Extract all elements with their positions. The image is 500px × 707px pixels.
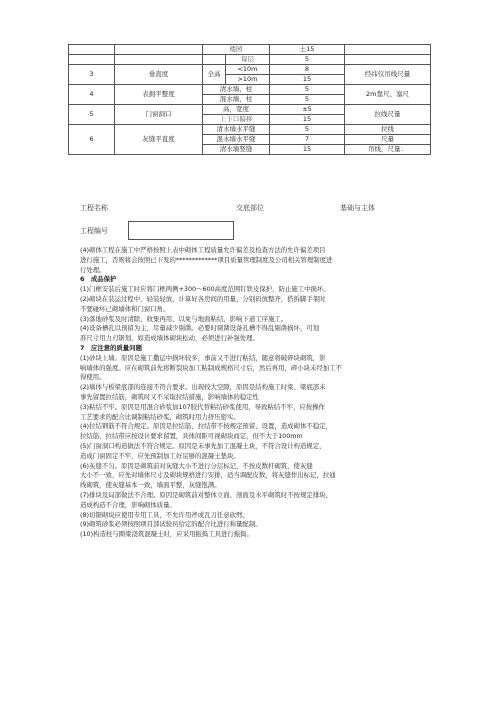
text-line: 线砌筑，使灰缝基本一致，墙面平整，灰缝饱满。 — [80, 481, 221, 490]
text-line: (6)灰缝不匀。原因是砌筑前对灰缝大小不进行分层标记，不按皮数杆砌筑，使灰缝 — [80, 461, 313, 470]
quality-spec-table — [68, 44, 431, 155]
text-line: (2)墙体与板梁底部的连接不符合要求。出现较大空隙，原因是结构施工时梁、梁底部未 — [80, 383, 326, 392]
table-cell: >10m — [226, 75, 270, 85]
handover-value: 基础与主体 — [340, 204, 375, 212]
text-line: (4)拉结钢筋不符合规定。原因是拉结筋、拉结带不按规定预留、设置，造成砌体不稳定， — [80, 422, 332, 431]
text-line: (1)门框安装后施工时应将门框两侧+300～600高度范围钉铁皮保护，防止施工中损坏。 — [80, 285, 330, 294]
project-code-row — [80, 221, 234, 240]
table-cell: 楼园 — [203, 45, 270, 55]
table-cell: 3 — [69, 65, 115, 85]
table-cell: 15 — [270, 145, 345, 155]
text-line: (8)切锯砌块应使用专用工具，不允许用斧或瓦刀任意砍劈。 — [80, 510, 249, 519]
table-cell: 4 — [69, 85, 115, 105]
text-line: 进行施工，否则将会按照已下发的*************项目质量管理制度及公司相关管理制度进 — [80, 255, 333, 264]
table-cell: 2m靠尺、塞尺 — [345, 85, 431, 105]
text-line: 响墙体的强度。应在砌筑前先将断裂块加工粘制成规格尺寸后，然后再用，碎小块未经加工不 — [80, 363, 343, 372]
table-cell: 全高 — [203, 65, 226, 85]
table-cell: 6 — [69, 125, 115, 155]
text-line: 造成构造不合理，影响砌体质量。 — [80, 500, 176, 509]
project-name-label: 工程名称 — [80, 204, 108, 212]
table-cell: 土15 — [270, 45, 345, 55]
table-row — [69, 125, 431, 135]
table-cell: 高，宽度 — [203, 105, 270, 115]
text-line: 工艺要求的配合比调制粘结砂浆，砌筑时用力挤压密实。 — [80, 412, 240, 421]
table-cell: 垂直度 — [115, 65, 203, 85]
table-cell: 表拥平整度 — [115, 85, 203, 105]
text-line: 事先留置拉结筋，砌筑时又不采取拉结措施，影响墙体的稳定性 — [80, 392, 259, 401]
text-line: (3)粘结不牢。原因是用混合砂浆加107胶代替粘结砂浆使用，导致粘结不牢，应按操作 — [80, 402, 325, 411]
table-cell: 混水墙，柱 — [203, 95, 270, 105]
text-line: 大小不一致，应先对墙体尺寸及砌块规格进行安排，适当调配皮数，将灰缝作出标记，拉通 — [80, 471, 336, 480]
table-cell: 清水墙水平缝 — [203, 125, 270, 135]
handover-label: 交底部位 — [236, 204, 264, 212]
text-line: (3)落地砂浆及时清除，收集再用，以免与地面粘结，影响下道工序施工。 — [80, 314, 288, 323]
text-line: (7)排块及局部做法不合理。原因是砌筑前对整体立面、剖面及水平砌筑时不按规定排块、 — [80, 490, 332, 499]
table-cell: 上下口偏移 — [203, 115, 270, 125]
table-row — [69, 45, 431, 55]
table-cell: 经纬仪吊线尺量 — [345, 65, 431, 85]
table-row — [69, 105, 431, 115]
table-cell: ±5 — [270, 105, 345, 115]
table-cell: 拉线尺量 — [345, 105, 431, 125]
table-cell: 吊线，尺量： — [345, 145, 431, 155]
table-cell: 5 — [270, 85, 345, 95]
table-row — [69, 85, 431, 95]
table-cell: 拉线 — [345, 125, 431, 135]
table-cell: 5 — [270, 125, 345, 135]
table-row — [69, 65, 431, 75]
project-code-box — [128, 221, 234, 240]
table-cell: 7 — [270, 135, 345, 145]
table-cell: 每层 — [226, 55, 270, 65]
text-line: 得使用。 — [80, 373, 106, 382]
text-line: (10)构造柱与圈梁浇筑混凝土时，应采用振捣工具进行振捣。 — [80, 530, 253, 539]
text-line: (9)砌筑砂浆必须按照项目部试验员给定的配合比进行称量配制。 — [80, 520, 262, 529]
table-cell: 5 — [270, 95, 345, 105]
document-body — [80, 246, 432, 540]
text-line: 拉结筋、拉结带应按设计要求留置，具体间距可视砌块而定，但不大于100mm — [80, 432, 303, 441]
table-cell: 5 — [69, 105, 115, 125]
table-cell: 门窗洞口 — [115, 105, 203, 125]
text-line: (1)砂块上墙。原因是施工撒运中损坏较多，事前又不进行粘结，随意将破碎块砌筑，影 — [80, 353, 326, 362]
text-line: 造成门窗固定不牢，应先预制加工好足够的混凝土垫块。 — [80, 451, 240, 460]
text-line: (4)设备槽孔以预留为主，尽量减少剔凿。必要时剔凿设备孔槽不得乱剔凿损坏，可划 — [80, 324, 320, 333]
text-line: 准尺寸用力刃锯划，如造成墙体砌块松动，必须进行补强处理。 — [80, 334, 259, 343]
text-line: 行处理。 — [80, 265, 106, 274]
table-cell: 混水墙水平缝 — [203, 135, 270, 145]
table-cell: 清水墙竖缝 — [203, 145, 270, 155]
text-line: (5)门窗洞口构造做法不符合规定。原因是未事先加工混凝土块，不符合设计构造规定， — [80, 441, 326, 450]
text-line: (2)砌块在装运过程中，轻装轻放，计算好各房间的用量，分别码放整齐，搭拆脚手架时 — [80, 294, 326, 303]
table-cell: 15 — [270, 115, 345, 125]
table-cell: 8 — [270, 65, 345, 75]
section-heading: 7 应注意的质量问题 — [80, 343, 142, 352]
text-line: 不要碰坏已砌墙体和门窗口角。 — [80, 304, 170, 313]
table-cell: 15 — [270, 75, 345, 85]
text-line: (4)砌体工程在施工中严格按照上表中砌体工程质量允许偏差及检查方法的允许偏差项目 — [80, 246, 326, 254]
table-cell: 清水墙，柱 — [203, 85, 270, 95]
section-heading: 6 成品保护 — [80, 275, 117, 284]
project-code-label: 工程编号 — [80, 226, 108, 235]
table-cell: 5 — [270, 55, 345, 65]
table-row — [69, 55, 431, 65]
table-cell: 灰缝平直度 — [115, 125, 203, 155]
table-cell: 尺量 — [345, 135, 431, 145]
table-cell: <10m — [226, 65, 270, 75]
